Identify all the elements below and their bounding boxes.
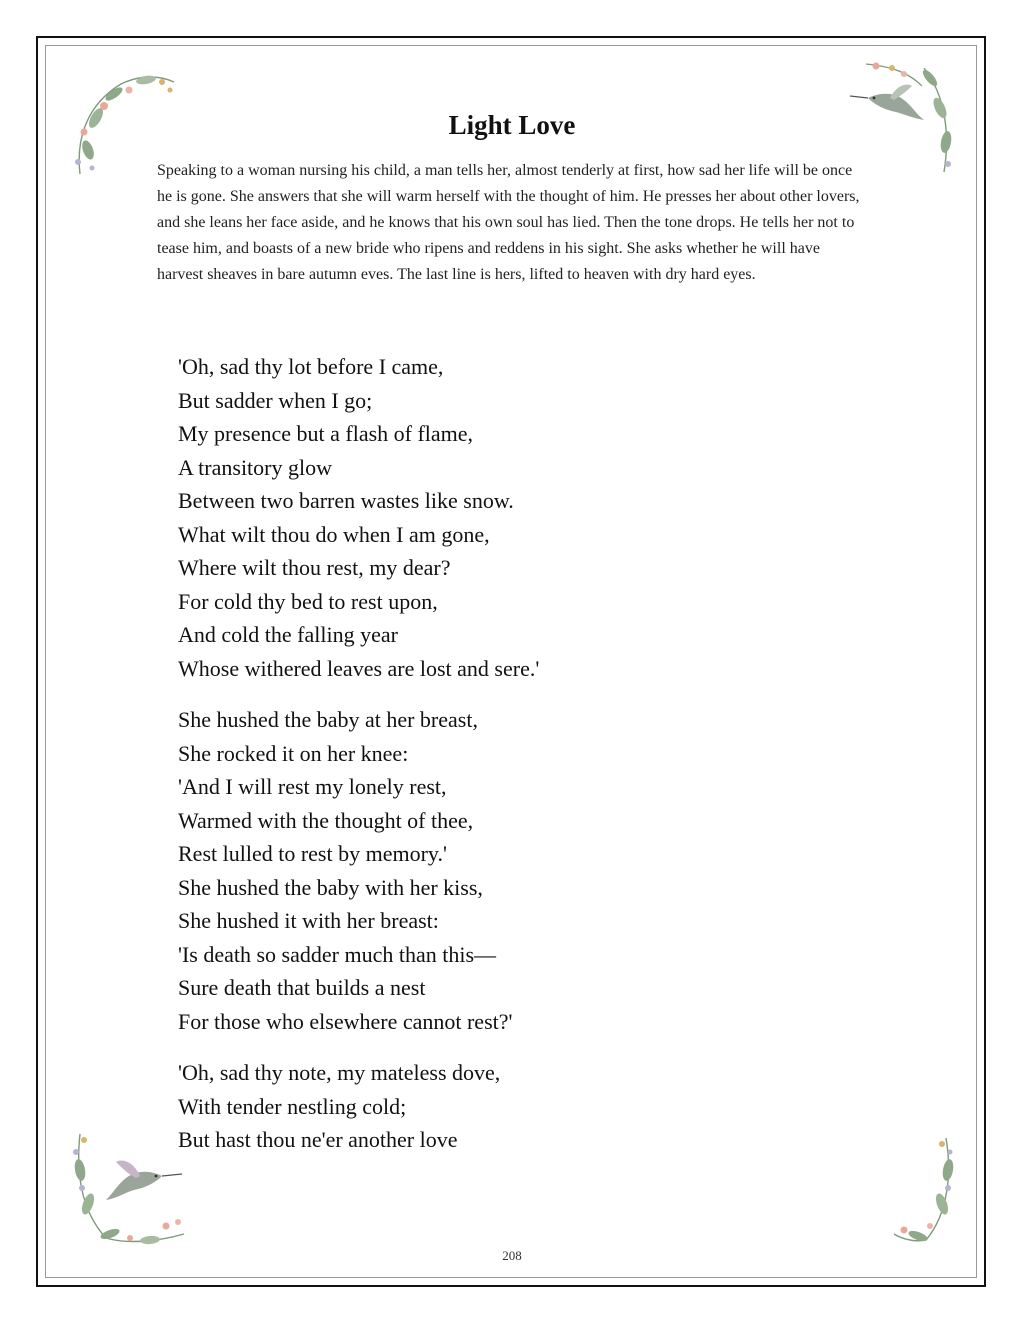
poem-line: 'Oh, sad thy lot before I came, [178,354,444,379]
stanza [178,703,818,1038]
floral-corner-bottom-right-icon [890,1134,960,1246]
poem-line: For cold thy bed to rest upon, [178,588,438,614]
poem-line: She hushed the baby at her breast, [178,707,478,732]
poem-line: With tender nestling cold; [178,1093,407,1119]
hummingbird-floral-bottom-left-icon [66,1130,191,1248]
poem-line: And cold the falling year [178,622,398,647]
poem-line: She rocked it on her knee: [178,740,409,766]
poem-line: A transitory glow [178,454,332,480]
poem-line: For those who elsewhere cannot rest?' [178,1008,513,1034]
poem-line: Where wilt thou rest, my dear? [178,555,451,580]
poem-line: She hushed the baby with her kiss, [178,874,483,900]
poem-line: Warmed with the thought of thee, [178,807,474,833]
poem-line: Whose withered leaves are lost and sere.' [178,655,540,681]
poem-line: Between two barren wastes like snow. [178,488,514,513]
poem-line: 'Is death so sadder much than this— [178,941,497,967]
poem-line: She hushed it with her breast: [178,908,439,933]
page-title: Light Love [448,110,576,140]
stanza [178,350,818,685]
poem-line: Sure death that builds a nest [178,975,426,1000]
stanza [178,1056,818,1157]
poem-line: 'And I will rest my lonely rest, [178,774,447,799]
poem-line: But sadder when I go; [178,387,373,413]
poem-line: Rest lulled to rest by memory.' [178,841,447,866]
page-number: 208 [502,1248,522,1263]
poem-line: 'Oh, sad thy note, my mateless dove, [178,1060,501,1085]
poem-line: My presence but a flash of flame, [178,421,474,446]
poem-line: What wilt thou do when I am gone, [178,521,490,547]
poem-body [178,350,818,1175]
poem-summary: Speaking to a woman nursing his child, a man tells her, almost tenderly at first, how sad her life will be once he is gone. She answers that she will warm herself with the thought of him. He presses her about other lovers, and she leans her face aside, and he knows that his own soul has lied. Then the tone drops. He tells her not to tease him, and boasts of a new bride who ripens and reddens in his sight. She asks whether he will have harvest sheaves in bare autumn eves. The last line is hers, lifted to heaven with dry hard eyes. [157,162,860,283]
poem-line: But hast thou ne'er another love [178,1127,458,1152]
